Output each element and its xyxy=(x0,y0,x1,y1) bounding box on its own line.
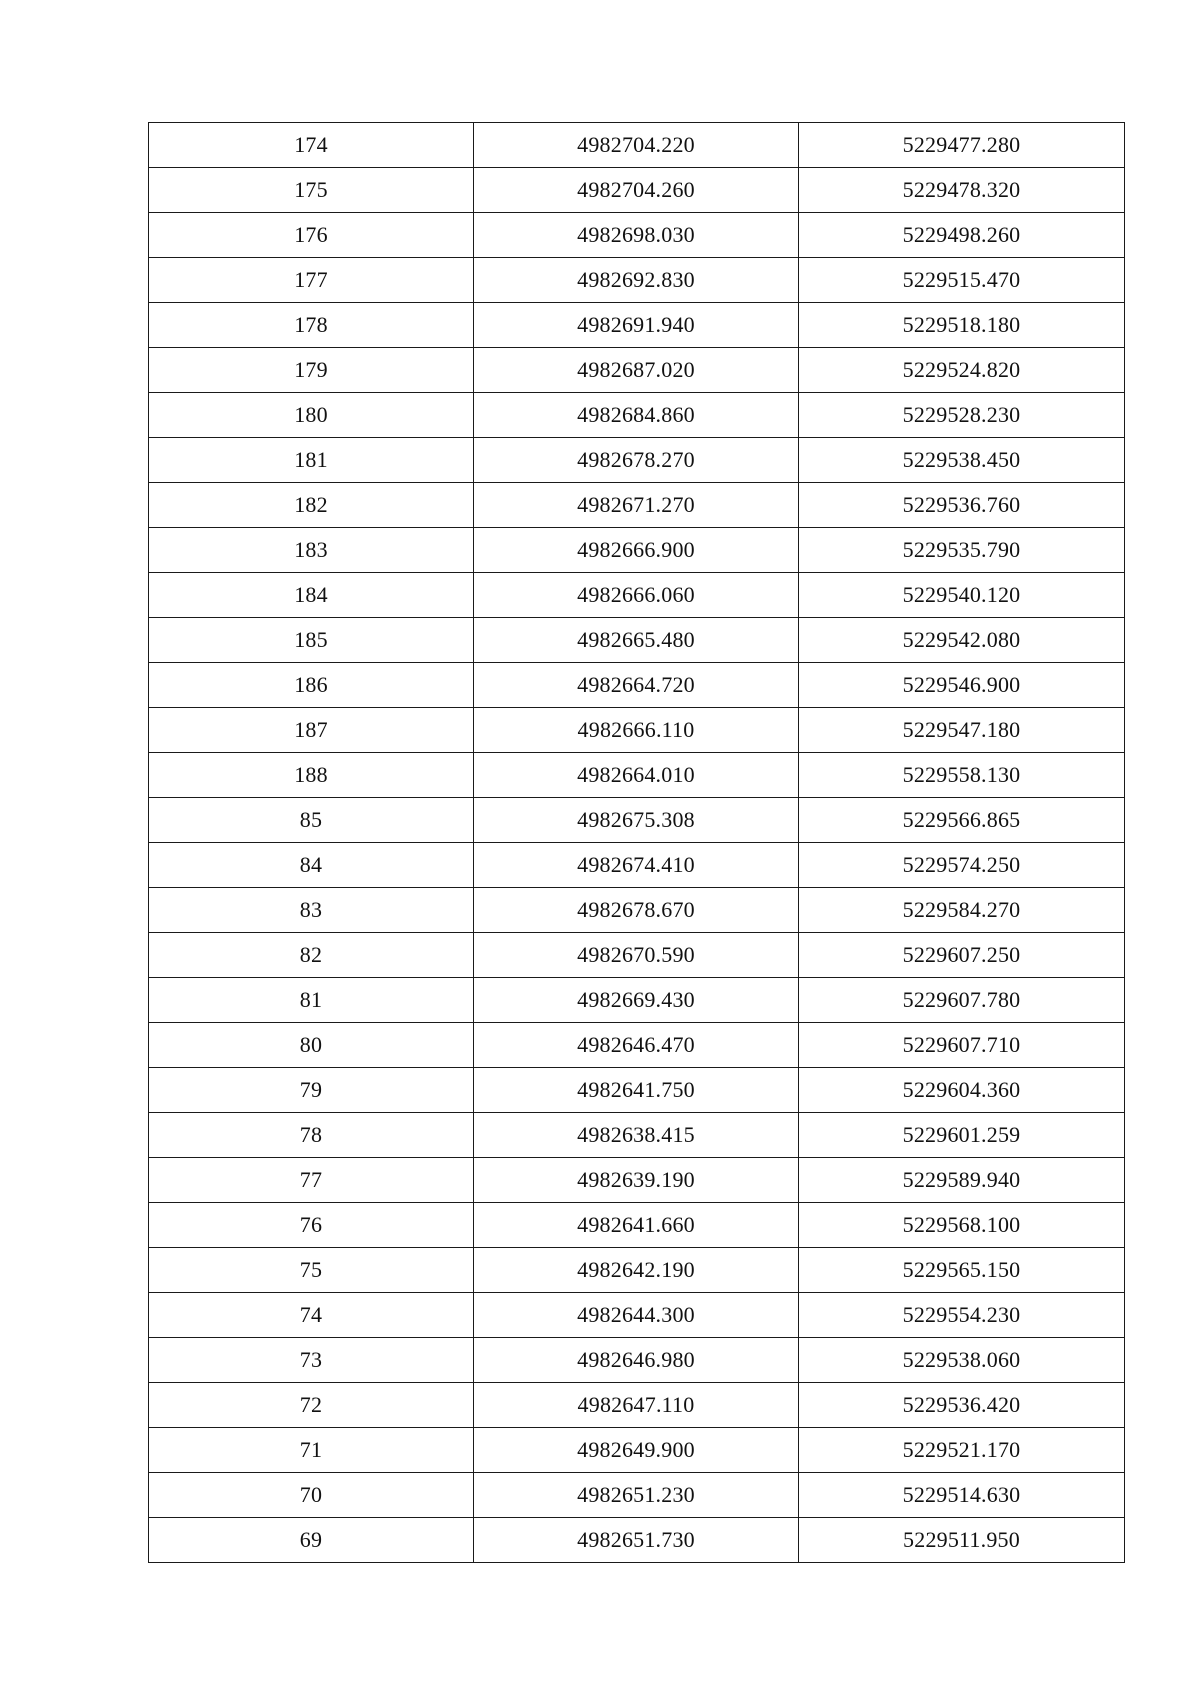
y-coordinate-cell: 5229558.130 xyxy=(799,753,1125,798)
x-coordinate-cell: 4982666.900 xyxy=(474,528,799,573)
point-number-cell: 183 xyxy=(149,528,474,573)
table-row xyxy=(149,168,1125,213)
point-number-cell: 174 xyxy=(149,123,474,168)
table-row xyxy=(149,888,1125,933)
point-number-cell: 79 xyxy=(149,1068,474,1113)
y-coordinate-cell: 5229601.259 xyxy=(799,1113,1125,1158)
table-row xyxy=(149,438,1125,483)
x-coordinate-cell: 4982646.470 xyxy=(474,1023,799,1068)
x-coordinate-cell: 4982687.020 xyxy=(474,348,799,393)
x-coordinate-cell: 4982670.590 xyxy=(474,933,799,978)
table-row xyxy=(149,1113,1125,1158)
point-number-cell: 181 xyxy=(149,438,474,483)
table-row xyxy=(149,663,1125,708)
table-row xyxy=(149,843,1125,888)
point-number-cell: 73 xyxy=(149,1338,474,1383)
table-row xyxy=(149,708,1125,753)
table-row xyxy=(149,1518,1125,1563)
x-coordinate-cell: 4982678.270 xyxy=(474,438,799,483)
point-number-cell: 84 xyxy=(149,843,474,888)
y-coordinate-cell: 5229547.180 xyxy=(799,708,1125,753)
y-coordinate-cell: 5229589.940 xyxy=(799,1158,1125,1203)
y-coordinate-cell: 5229477.280 xyxy=(799,123,1125,168)
table-row xyxy=(149,618,1125,663)
x-coordinate-cell: 4982664.720 xyxy=(474,663,799,708)
point-number-cell: 184 xyxy=(149,573,474,618)
point-number-cell: 180 xyxy=(149,393,474,438)
x-coordinate-cell: 4982647.110 xyxy=(474,1383,799,1428)
y-coordinate-cell: 5229565.150 xyxy=(799,1248,1125,1293)
x-coordinate-cell: 4982651.730 xyxy=(474,1518,799,1563)
y-coordinate-cell: 5229566.865 xyxy=(799,798,1125,843)
table-row xyxy=(149,1383,1125,1428)
point-number-cell: 69 xyxy=(149,1518,474,1563)
y-coordinate-cell: 5229542.080 xyxy=(799,618,1125,663)
point-number-cell: 74 xyxy=(149,1293,474,1338)
x-coordinate-cell: 4982704.260 xyxy=(474,168,799,213)
point-number-cell: 177 xyxy=(149,258,474,303)
x-coordinate-cell: 4982666.060 xyxy=(474,573,799,618)
x-coordinate-cell: 4982671.270 xyxy=(474,483,799,528)
point-number-cell: 186 xyxy=(149,663,474,708)
coordinate-table xyxy=(148,122,1125,1563)
y-coordinate-cell: 5229515.470 xyxy=(799,258,1125,303)
table-row xyxy=(149,573,1125,618)
table-row xyxy=(149,213,1125,258)
point-number-cell: 182 xyxy=(149,483,474,528)
y-coordinate-cell: 5229518.180 xyxy=(799,303,1125,348)
table-row xyxy=(149,1473,1125,1518)
x-coordinate-cell: 4982666.110 xyxy=(474,708,799,753)
y-coordinate-cell: 5229607.710 xyxy=(799,1023,1125,1068)
point-number-cell: 80 xyxy=(149,1023,474,1068)
table-row xyxy=(149,348,1125,393)
x-coordinate-cell: 4982665.480 xyxy=(474,618,799,663)
y-coordinate-cell: 5229536.760 xyxy=(799,483,1125,528)
x-coordinate-cell: 4982639.190 xyxy=(474,1158,799,1203)
point-number-cell: 76 xyxy=(149,1203,474,1248)
y-coordinate-cell: 5229521.170 xyxy=(799,1428,1125,1473)
x-coordinate-cell: 4982642.190 xyxy=(474,1248,799,1293)
x-coordinate-cell: 4982691.940 xyxy=(474,303,799,348)
point-number-cell: 175 xyxy=(149,168,474,213)
y-coordinate-cell: 5229538.450 xyxy=(799,438,1125,483)
point-number-cell: 187 xyxy=(149,708,474,753)
y-coordinate-cell: 5229540.120 xyxy=(799,573,1125,618)
coordinate-table-body xyxy=(149,123,1125,1563)
point-number-cell: 72 xyxy=(149,1383,474,1428)
y-coordinate-cell: 5229554.230 xyxy=(799,1293,1125,1338)
x-coordinate-cell: 4982698.030 xyxy=(474,213,799,258)
table-row xyxy=(149,258,1125,303)
y-coordinate-cell: 5229524.820 xyxy=(799,348,1125,393)
x-coordinate-cell: 4982675.308 xyxy=(474,798,799,843)
y-coordinate-cell: 5229536.420 xyxy=(799,1383,1125,1428)
y-coordinate-cell: 5229511.950 xyxy=(799,1518,1125,1563)
y-coordinate-cell: 5229535.790 xyxy=(799,528,1125,573)
y-coordinate-cell: 5229538.060 xyxy=(799,1338,1125,1383)
y-coordinate-cell: 5229607.250 xyxy=(799,933,1125,978)
x-coordinate-cell: 4982684.860 xyxy=(474,393,799,438)
table-row xyxy=(149,528,1125,573)
x-coordinate-cell: 4982646.980 xyxy=(474,1338,799,1383)
x-coordinate-cell: 4982638.415 xyxy=(474,1113,799,1158)
point-number-cell: 179 xyxy=(149,348,474,393)
table-row xyxy=(149,1158,1125,1203)
x-coordinate-cell: 4982664.010 xyxy=(474,753,799,798)
table-row xyxy=(149,1338,1125,1383)
y-coordinate-cell: 5229546.900 xyxy=(799,663,1125,708)
table-row xyxy=(149,1203,1125,1248)
x-coordinate-cell: 4982674.410 xyxy=(474,843,799,888)
table-row xyxy=(149,303,1125,348)
point-number-cell: 176 xyxy=(149,213,474,258)
x-coordinate-cell: 4982641.660 xyxy=(474,1203,799,1248)
x-coordinate-cell: 4982641.750 xyxy=(474,1068,799,1113)
table-row xyxy=(149,1248,1125,1293)
table-row xyxy=(149,483,1125,528)
y-coordinate-cell: 5229498.260 xyxy=(799,213,1125,258)
table-row xyxy=(149,753,1125,798)
x-coordinate-cell: 4982678.670 xyxy=(474,888,799,933)
table-row xyxy=(149,933,1125,978)
point-number-cell: 85 xyxy=(149,798,474,843)
point-number-cell: 83 xyxy=(149,888,474,933)
table-row xyxy=(149,123,1125,168)
y-coordinate-cell: 5229528.230 xyxy=(799,393,1125,438)
point-number-cell: 71 xyxy=(149,1428,474,1473)
x-coordinate-cell: 4982644.300 xyxy=(474,1293,799,1338)
point-number-cell: 70 xyxy=(149,1473,474,1518)
point-number-cell: 81 xyxy=(149,978,474,1023)
table-row xyxy=(149,798,1125,843)
x-coordinate-cell: 4982704.220 xyxy=(474,123,799,168)
table-row xyxy=(149,1068,1125,1113)
table-row xyxy=(149,1293,1125,1338)
table-row xyxy=(149,1428,1125,1473)
point-number-cell: 77 xyxy=(149,1158,474,1203)
y-coordinate-cell: 5229574.250 xyxy=(799,843,1125,888)
x-coordinate-cell: 4982651.230 xyxy=(474,1473,799,1518)
x-coordinate-cell: 4982669.430 xyxy=(474,978,799,1023)
table-row xyxy=(149,393,1125,438)
x-coordinate-cell: 4982692.830 xyxy=(474,258,799,303)
point-number-cell: 178 xyxy=(149,303,474,348)
y-coordinate-cell: 5229607.780 xyxy=(799,978,1125,1023)
y-coordinate-cell: 5229604.360 xyxy=(799,1068,1125,1113)
point-number-cell: 82 xyxy=(149,933,474,978)
point-number-cell: 185 xyxy=(149,618,474,663)
y-coordinate-cell: 5229478.320 xyxy=(799,168,1125,213)
point-number-cell: 75 xyxy=(149,1248,474,1293)
y-coordinate-cell: 5229584.270 xyxy=(799,888,1125,933)
y-coordinate-cell: 5229514.630 xyxy=(799,1473,1125,1518)
table-row xyxy=(149,1023,1125,1068)
y-coordinate-cell: 5229568.100 xyxy=(799,1203,1125,1248)
point-number-cell: 188 xyxy=(149,753,474,798)
point-number-cell: 78 xyxy=(149,1113,474,1158)
table-row xyxy=(149,978,1125,1023)
x-coordinate-cell: 4982649.900 xyxy=(474,1428,799,1473)
